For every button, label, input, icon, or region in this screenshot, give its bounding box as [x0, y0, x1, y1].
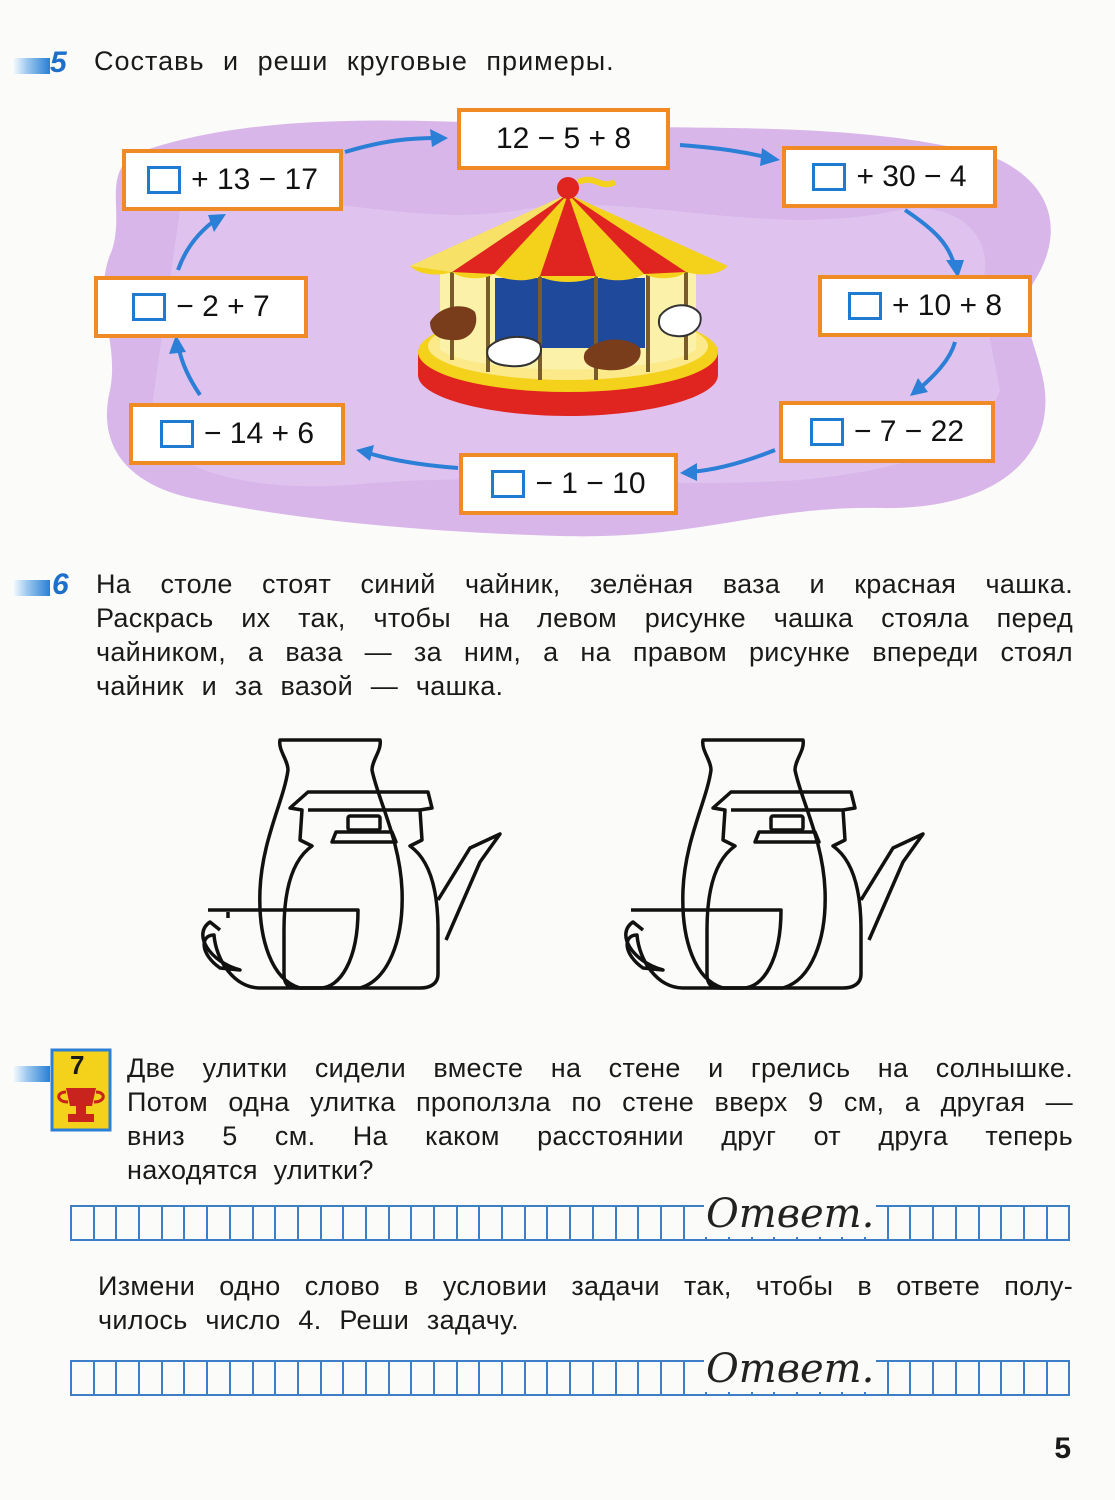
grid-cell[interactable]: [934, 1207, 957, 1239]
grid-cell[interactable]: [254, 1362, 277, 1394]
grid-cell[interactable]: [231, 1362, 254, 1394]
grid-cell[interactable]: [412, 1362, 435, 1394]
grid-cell[interactable]: [639, 1362, 662, 1394]
grid-cell[interactable]: [276, 1362, 299, 1394]
coloring-picture-left[interactable]: [200, 730, 510, 1000]
grid-cell[interactable]: [1025, 1207, 1048, 1239]
grid-cell[interactable]: [208, 1207, 231, 1239]
task-7-followup-line-2: чилось число 4. Реши задачу.: [98, 1305, 519, 1335]
grid-cell[interactable]: [390, 1362, 413, 1394]
task-5-number: 5: [50, 46, 67, 79]
expression-box-right: [818, 275, 1032, 337]
grid-cell[interactable]: [117, 1362, 140, 1394]
teapot-outline: [707, 792, 861, 988]
grid-cell[interactable]: [299, 1362, 322, 1394]
answer-grid-1[interactable]: [70, 1191, 1072, 1239]
expression-box-left: [94, 276, 308, 338]
grid-cell[interactable]: [185, 1362, 208, 1394]
grid-cell[interactable]: [458, 1207, 481, 1239]
expression-box-bottom-right: [779, 401, 995, 463]
task-6-line-2: Раскрась их так, чтобы на левом рисунке чашка стояла перед: [96, 603, 1073, 633]
grid-cell[interactable]: [412, 1207, 435, 1239]
page-number: 5: [1054, 1432, 1071, 1465]
grid-cell[interactable]: [140, 1362, 163, 1394]
grid-cell[interactable]: [95, 1207, 118, 1239]
task-7-number: 7: [70, 1050, 85, 1080]
grid-cell[interactable]: [344, 1362, 367, 1394]
grid-cells[interactable]: [70, 1205, 1070, 1241]
grid-cell[interactable]: [435, 1362, 458, 1394]
grid-cell[interactable]: [72, 1362, 95, 1394]
grid-cell[interactable]: [934, 1362, 957, 1394]
answer-blank-square[interactable]: [132, 293, 166, 321]
grid-cell[interactable]: [276, 1207, 299, 1239]
grid-cell[interactable]: [1048, 1207, 1071, 1239]
grid-cell[interactable]: [548, 1362, 571, 1394]
grid-cell[interactable]: [1002, 1207, 1025, 1239]
grid-cell[interactable]: [1048, 1362, 1071, 1394]
expression-text: − 7 − 22: [853, 415, 965, 448]
task-7-line-3: вниз 5 см. На каком расстоянии друг от друга теперь: [127, 1121, 1073, 1151]
expression-text: − 2 + 7: [176, 290, 270, 323]
grid-cell[interactable]: [889, 1207, 912, 1239]
grid-cell[interactable]: [480, 1207, 503, 1239]
expression-box-top-right: [782, 146, 997, 208]
grid-cell[interactable]: [617, 1362, 640, 1394]
grid-cells[interactable]: [70, 1360, 1070, 1396]
answer-grid-2[interactable]: [70, 1346, 1072, 1394]
grid-cell[interactable]: [163, 1207, 186, 1239]
grid-cell[interactable]: [571, 1362, 594, 1394]
expression-box-top-left: [122, 149, 343, 211]
task-7-line-1: Две улитки сидели вместе на стене и грелись на солнышке.: [127, 1053, 1073, 1083]
grid-cell[interactable]: [526, 1207, 549, 1239]
grid-cell[interactable]: [72, 1207, 95, 1239]
grid-cell[interactable]: [185, 1207, 208, 1239]
grid-cell[interactable]: [95, 1362, 118, 1394]
task-6-line-3: чайником, а ваза — за ним, а на правом рисунке впереди стоял: [96, 637, 1073, 667]
grid-cell[interactable]: [458, 1362, 481, 1394]
task-7-followup-line-1: Измени одно слово в условии задачи так, чтобы в ответе полу-: [98, 1271, 1073, 1301]
grid-cell[interactable]: [1002, 1362, 1025, 1394]
vase-outline: [683, 740, 825, 988]
grid-cell[interactable]: [117, 1207, 140, 1239]
grid-cell[interactable]: [548, 1207, 571, 1239]
expression-box-bottom: [459, 453, 678, 515]
answer-blank-square[interactable]: [160, 420, 194, 448]
grid-cell[interactable]: [503, 1207, 526, 1239]
grid-cell[interactable]: [254, 1207, 277, 1239]
grid-cell[interactable]: [140, 1207, 163, 1239]
grid-cell[interactable]: [594, 1207, 617, 1239]
expression-text: 12 − 5 + 8: [495, 122, 632, 155]
grid-cell[interactable]: [639, 1207, 662, 1239]
answer-blank-square[interactable]: [812, 163, 846, 191]
grid-cell[interactable]: [367, 1362, 390, 1394]
grid-cell[interactable]: [617, 1207, 640, 1239]
answer-blank-square[interactable]: [147, 166, 181, 194]
grid-cell[interactable]: [594, 1362, 617, 1394]
task-6-line-1: На столе стоят синий чайник, зелёная ваза и красная чашка.: [96, 569, 1073, 599]
task-6-line-4: чайник и за вазой — чашка.: [96, 671, 504, 701]
answer-blank-square[interactable]: [848, 292, 882, 320]
grid-cell[interactable]: [662, 1362, 685, 1394]
grid-cell[interactable]: [662, 1207, 685, 1239]
grid-cell[interactable]: [980, 1207, 1003, 1239]
grid-cell[interactable]: [889, 1362, 912, 1394]
grid-cell[interactable]: [1025, 1362, 1048, 1394]
grid-cell[interactable]: [571, 1207, 594, 1239]
task-7-line-4: находятся улитки?: [127, 1155, 374, 1185]
grid-cell[interactable]: [322, 1362, 345, 1394]
grid-cell[interactable]: [208, 1362, 231, 1394]
expression-text: − 1 − 10: [535, 467, 646, 500]
grid-cell[interactable]: [390, 1207, 413, 1239]
expression-text: − 14 + 6: [203, 417, 315, 450]
answer-label: Ответ.: [706, 1191, 875, 1237]
expression-text: + 30 − 4: [856, 160, 967, 193]
answer-label: Ответ.: [706, 1346, 875, 1392]
teapot-outline: [284, 792, 438, 988]
grid-cell[interactable]: [322, 1207, 345, 1239]
expression-text: + 10 + 8: [891, 289, 1003, 322]
grid-cell[interactable]: [980, 1362, 1003, 1394]
grid-cell[interactable]: [503, 1362, 526, 1394]
expression-box-bottom-left: [129, 403, 345, 465]
grid-cell[interactable]: [526, 1362, 549, 1394]
grid-cell[interactable]: [344, 1207, 367, 1239]
expression-box-top: [457, 108, 670, 170]
grid-cell[interactable]: [367, 1207, 390, 1239]
coloring-picture-right[interactable]: [623, 730, 933, 1000]
expression-text: + 13 − 17: [191, 163, 318, 196]
grid-cell[interactable]: [911, 1207, 934, 1239]
grid-cell[interactable]: [435, 1207, 458, 1239]
grid-cell[interactable]: [911, 1362, 934, 1394]
grid-cell[interactable]: [957, 1362, 980, 1394]
task-5-instruction: Составь и реши круговые примеры.: [94, 46, 615, 76]
grid-cell[interactable]: [163, 1362, 186, 1394]
grid-cell[interactable]: [231, 1207, 254, 1239]
answer-blank-square[interactable]: [810, 418, 844, 446]
vase-outline: [260, 740, 402, 988]
grid-cell[interactable]: [299, 1207, 322, 1239]
task-6-number: 6: [52, 568, 69, 601]
grid-cell[interactable]: [480, 1362, 503, 1394]
task-7-line-2: Потом одна улитка проползла по стене вверх 9 см, а другая —: [127, 1087, 1073, 1117]
answer-blank-square[interactable]: [491, 470, 525, 498]
grid-cell[interactable]: [957, 1207, 980, 1239]
